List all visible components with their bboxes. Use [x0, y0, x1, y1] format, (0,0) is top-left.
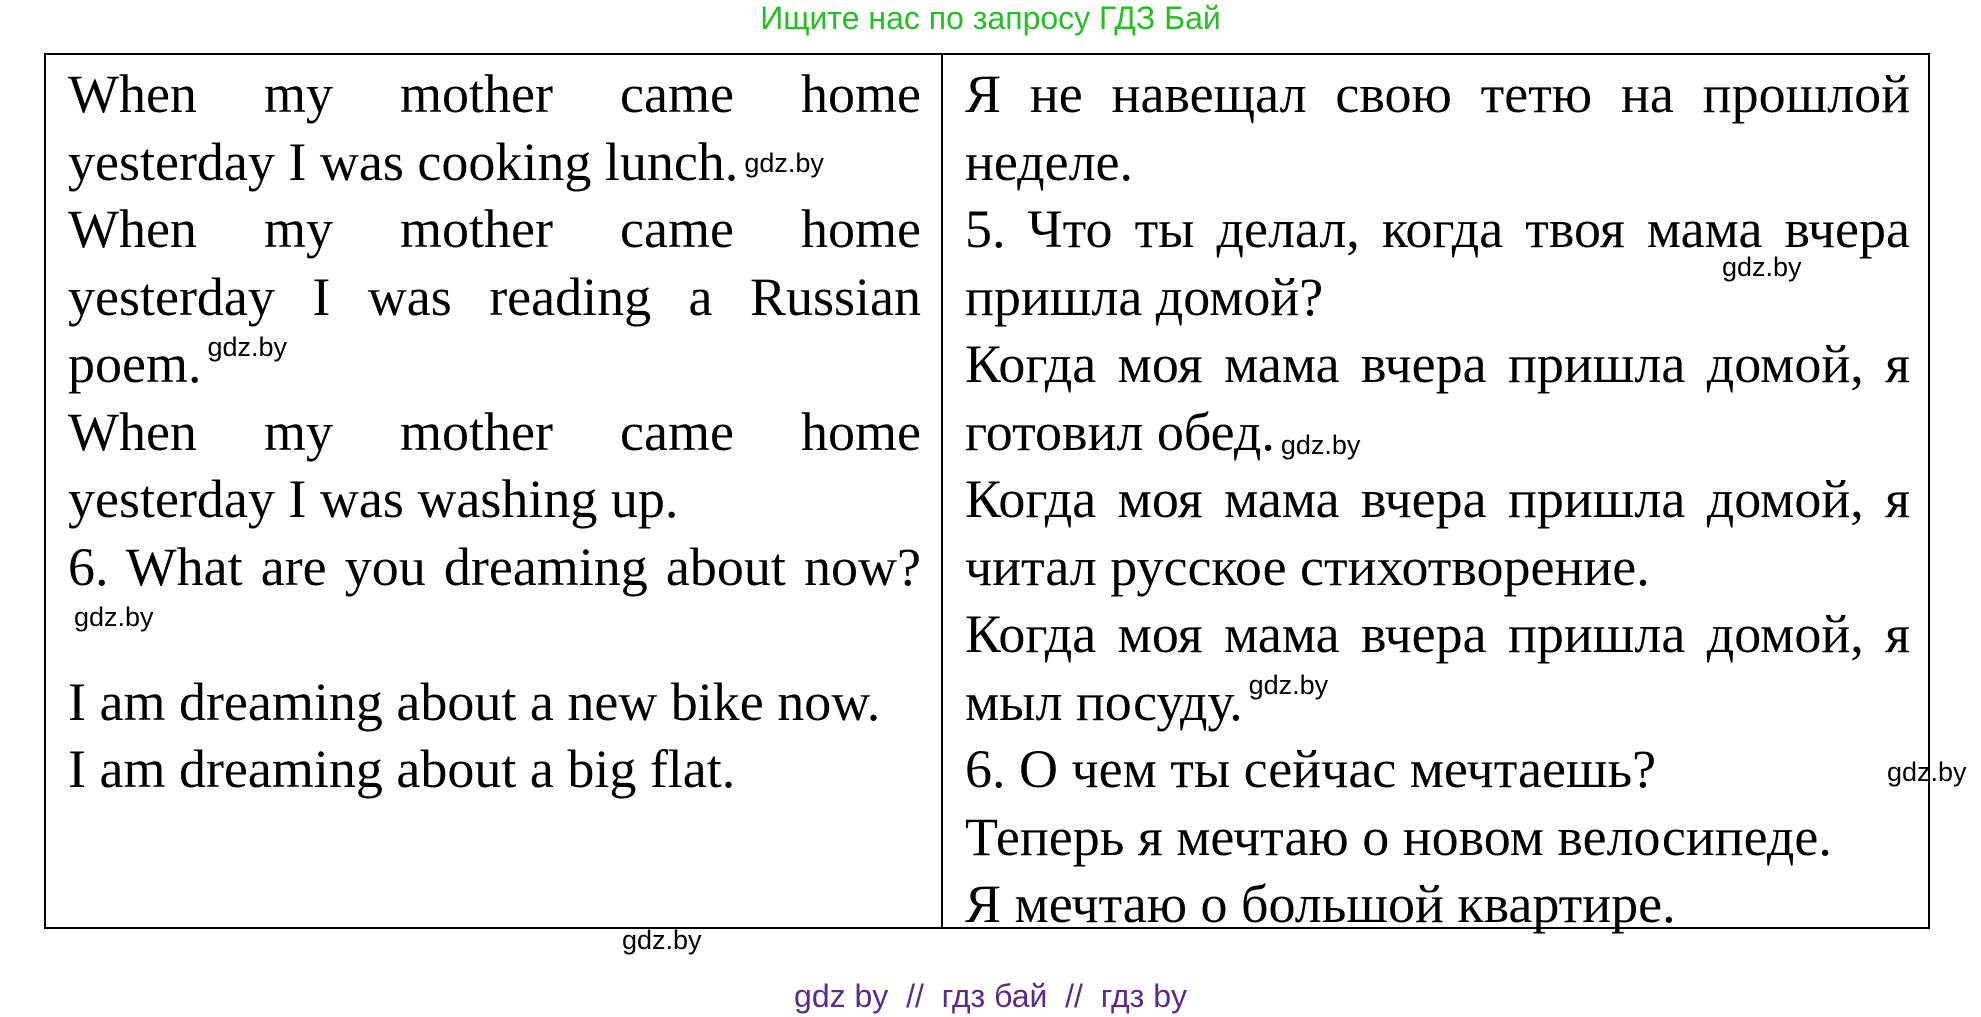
footer: gdz by // гдз бай // гдз by — [794, 978, 1187, 1014]
watermark: gdz.by — [1887, 757, 1967, 787]
russian-sentence-1: Я не навещал свою тетю на прошлой неделе. — [965, 64, 1910, 192]
english-sentence-2: When my mother came home yesterday I was reading a Russian poem. gdz.by — [68, 199, 921, 394]
watermark: gdz.by — [744, 147, 824, 178]
question-5: 5. Что ты делал, когда твоя мама вчера пришла домой? — [965, 199, 1910, 327]
english-column — [68, 61, 921, 804]
english-sentence-3: When my mother came home yesterday I was washing up. — [68, 401, 921, 529]
russian-sentence-4: Когда моя мама вчера пришла домой, я мыл посуду. gdz.by — [965, 604, 1910, 732]
watermark: gdz.by — [1248, 669, 1329, 700]
russian-column — [965, 61, 1910, 939]
watermark: gdz.by — [1280, 429, 1361, 460]
watermark: gdz.by — [207, 332, 288, 362]
russian-sentence-3: Когда моя мама вчера пришла домой, я читал русское стихотворение. — [965, 469, 1910, 597]
russian-sentence-6: Я мечтаю о большой квартире. — [965, 874, 1676, 934]
answer-table — [44, 53, 1930, 934]
watermark: gdz.by — [1722, 252, 1802, 282]
question-6-ru: 6. О чем ты сейчас мечтаешь? — [965, 739, 1657, 799]
english-sentence-5: I am dreaming about a big flat. — [68, 739, 736, 799]
top-banner: Ищите нас по запросу ГДЗ Бай — [760, 0, 1221, 36]
question-6: 6. What are you dreaming about now?gdz.by — [68, 536, 921, 632]
watermark: gdz.by — [74, 602, 154, 632]
watermark: gdz.by — [622, 925, 702, 955]
english-sentence-1: When my mother came home yesterday I was cooking lunch. gdz.by — [68, 64, 921, 192]
english-sentence-4: I am dreaming about a new bike now. — [68, 671, 881, 732]
russian-sentence-2: Когда моя мама вчера пришла домой, я готовил обед. gdz.by — [965, 334, 1910, 462]
russian-sentence-5: Теперь я мечтаю о новом велосипеде. — [965, 806, 1832, 867]
column-divider — [941, 55, 943, 927]
